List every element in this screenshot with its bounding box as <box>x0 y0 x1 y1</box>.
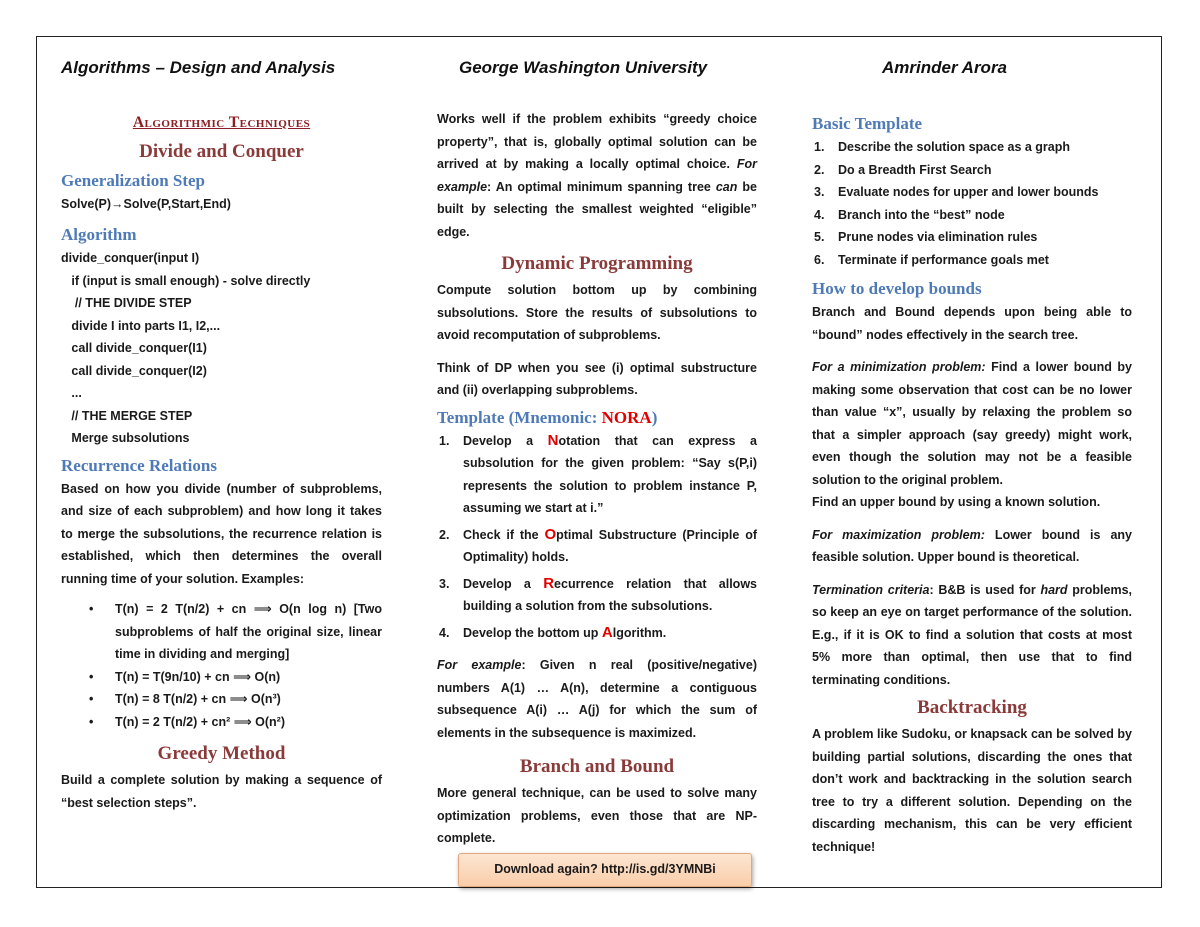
list-number: 1. <box>814 140 825 154</box>
text-run: Develop a <box>463 433 548 448</box>
code-line: call divide_conquer(I1) <box>61 341 207 355</box>
list-number: 4. <box>814 207 825 222</box>
code-line: Merge subsolutions <box>61 431 190 445</box>
list-item <box>814 249 1132 272</box>
text-run: Works well if the problem exhibits “greedy choice property”, that is, globally optimal solution can be arrived at by making a locally optimal choice. <box>437 112 757 171</box>
mnemonic-letter: N <box>547 431 559 449</box>
list-item: • T(n) = 2 T(n/2) + cn² ⟹ O(n²) <box>115 711 382 734</box>
list-number: 4. <box>439 625 450 640</box>
code-line: // THE MERGE STEP <box>61 408 193 423</box>
section-dynamic-programming: Dynamic Programming <box>501 253 693 274</box>
generalization-text: Solve(P)→Solve(P,Start,End) <box>61 196 231 211</box>
maximization-text <box>812 524 1132 569</box>
recurrence-text: Based on how you divide (number of subproblems, and size of each subproblem) and how long it takes to merge the subsolutions, the recurrence relation is established, which then determines the overall running time of your solution. Examples: <box>61 481 382 586</box>
header-university: George Washington University <box>459 58 708 77</box>
text-run: Terminate if performance goals met <box>838 252 1049 267</box>
text-run: : An optimal minimum spanning tree <box>487 179 716 194</box>
section-backtracking: Backtracking <box>917 697 1027 718</box>
column-1 <box>61 108 382 814</box>
heading-algorithm: Algorithm <box>61 225 137 244</box>
list-number: 3. <box>439 576 450 591</box>
download-link-box[interactable]: Download again? http://is.gd/3YMNBi <box>458 853 752 887</box>
code-line: // THE DIVIDE STEP <box>61 296 192 310</box>
code-line: if (input is small enough) - solve directly <box>61 273 311 288</box>
mnemonic-letter: O <box>544 525 557 543</box>
nora-mnemonic: NORA <box>601 407 652 427</box>
text-run: Branch into the “best” node <box>838 207 1005 222</box>
column-2 <box>437 108 757 850</box>
list-item: • T(n) = T(9n/10) + cn ⟹ O(n) <box>115 666 382 689</box>
header-author: Amrinder Arora <box>882 58 1008 77</box>
code-line: divide I into parts I1, I2,... <box>61 318 221 333</box>
column-3 <box>812 108 1132 858</box>
document-title: Algorithmic Techniques <box>132 114 311 131</box>
list-item <box>439 573 757 618</box>
text-run: Prune nodes via elimination rules <box>838 230 1038 244</box>
section-divide-and-conquer: Divide and Conquer <box>139 140 304 162</box>
text-run-italic: hard <box>1040 582 1068 597</box>
bounds-text: Branch and Bound depends upon being able to “bound” nodes effectively in the search tree. <box>812 305 1132 342</box>
nora-steps <box>437 430 757 645</box>
text-run: : Given n real (positive/negative) numbers A(1) … A(n), determine a contiguous subsequence A(i) … A(j) for which the sum of elements in the subsequence is maximized. <box>437 658 758 740</box>
section-branch-and-bound: Branch and Bound <box>519 756 675 777</box>
bb-text: More general technique, can be used to solve many optimization problems, even those that are NP-complete. <box>437 786 757 845</box>
text-run: ecurrence relation that allows building a solution from the subsolutions. <box>463 576 757 613</box>
text-run: Develop the bottom up <box>463 625 602 640</box>
heading-template-nora <box>437 406 757 430</box>
text-run: Check if the <box>463 527 545 542</box>
list-item <box>439 430 757 520</box>
list-number: 3. <box>814 185 825 199</box>
text-run-italic: For a minimization problem: <box>812 360 986 374</box>
code-line: ... <box>61 386 82 400</box>
list-item <box>814 159 1132 182</box>
list-item <box>814 136 1132 159</box>
text-run-italic: can <box>715 179 738 194</box>
text-run: problems, so keep an eye on target performance of the solution. E.g., if it is OK to find a solution that costs at most 5% more than optimal, then use that to find terminating conditions. <box>812 582 1132 687</box>
list-number: 2. <box>439 527 450 542</box>
list-item <box>439 622 757 645</box>
dp-text-1: Compute solution bottom up by combining subsolutions. Store the results of subsolutions to avoid recomputation of subproblems. <box>437 283 757 342</box>
dp-example-text <box>437 654 757 744</box>
greedy-text: Build a complete solution by making a sequence of “best selection steps”. <box>61 773 382 810</box>
text-run: ptimal Substructure (Principle of Optimality) holds. <box>463 527 757 564</box>
mnemonic-letter: R <box>543 574 555 592</box>
text-run-italic: For example <box>437 157 757 194</box>
list-item <box>814 181 1132 204</box>
list-number: 5. <box>814 230 825 244</box>
text-run-italic: For example <box>437 658 522 672</box>
list-number: 6. <box>814 252 825 267</box>
backtracking-text: A problem like Sudoku, or knapsack can be solved by building partial solutions, discarding the ones that don’t work and backtracking in the solution search tree to try a different solution. Depending on the discarding mechanism, this can be very efficient technique! <box>812 727 1132 854</box>
heading-basic-template: Basic Template <box>812 114 923 133</box>
list-item: • T(n) = 8 T(n/2) + cn ⟹ O(n³) <box>115 688 382 711</box>
upper-bound-text: Find an upper bound by using a known solution. <box>812 495 1101 509</box>
mnemonic-letter: A <box>601 623 613 641</box>
basic-template-steps <box>812 136 1132 271</box>
termination-text <box>812 579 1132 692</box>
text-run: ) <box>651 407 658 427</box>
text-run: Evaluate nodes for upper and lower bounds <box>838 185 1099 199</box>
algorithm-code <box>61 247 382 450</box>
dp-text-2: Think of DP when you see (i) optimal substructure and (ii) overlapping subproblems. <box>437 360 757 397</box>
code-line: call divide_conquer(I2) <box>61 363 207 378</box>
list-number: 2. <box>814 162 825 177</box>
text-run: Lower bound is any feasible solution. Upper bound is theoretical. <box>812 527 1133 564</box>
header-course: Algorithms – Design and Analysis <box>61 58 336 77</box>
list-item <box>439 524 757 569</box>
minimization-text <box>812 356 1132 491</box>
text-run: Do a Breadth First Search <box>838 162 992 177</box>
greedy-continued-text <box>437 108 757 243</box>
text-run: Find a lower bound by making some observation that cost can be no lower than value “x”, usually by relaxing the problem so that a simpler approach (say greedy) might work, even though the solution may not be a feasible solution to the original problem. <box>812 360 1133 487</box>
text-run-italic: Termination criteria <box>812 582 930 597</box>
text-run: Describe the solution space as a graph <box>838 140 1071 154</box>
recurrence-examples <box>61 598 382 733</box>
section-greedy-method: Greedy Method <box>157 743 286 764</box>
code-line: divide_conquer(input I) <box>61 251 200 265</box>
text-run: Template (Mnemonic: <box>437 407 602 427</box>
list-item: • T(n) = 2 T(n/2) + cn ⟹ O(n log n) [Two subproblems of half the original size, linear time in dividing and merging] <box>115 598 382 666</box>
heading-how-to-develop-bounds: How to develop bounds <box>812 279 982 298</box>
list-number: 1. <box>439 433 450 448</box>
heading-recurrence-relations: Recurrence Relations <box>61 455 217 475</box>
text-run: be built by selecting the smallest weighted “eligible” edge. <box>437 179 757 239</box>
text-run: lgorithm. <box>612 625 667 640</box>
text-run-italic: For maximization problem: <box>812 527 985 542</box>
text-run: Develop a <box>463 576 544 591</box>
list-item <box>814 226 1132 249</box>
text-run: otation that can express a subsolution for the given problem: “Say s(P,i) represents the solution to problem instance P, assuming we start at i.” <box>463 433 757 515</box>
list-item <box>814 204 1132 227</box>
heading-generalization-step: Generalization Step <box>61 170 206 190</box>
text-run: : B&B is used for <box>929 582 1041 597</box>
